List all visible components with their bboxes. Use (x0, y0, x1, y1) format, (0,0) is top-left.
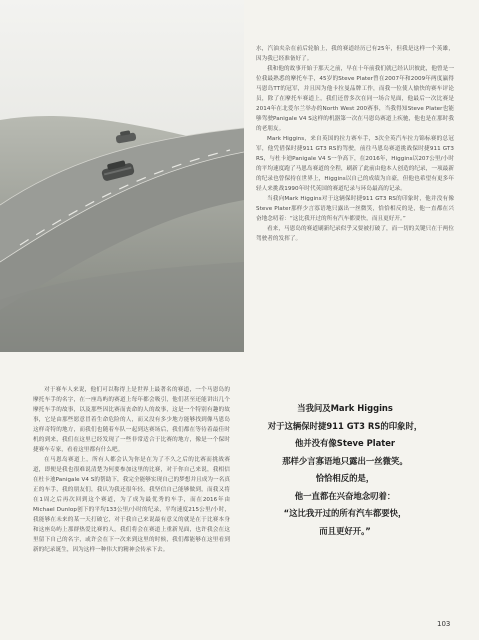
pull-quote-line: 当我问及Mark Higgins (297, 403, 393, 413)
paragraph: 对于赛车人来说，他们可以称得上是世界上最著名的赛道，一个马恩岛的摩托车手的名字，在一座岛屿的赛道上每年都会吸引，他们甚至还能讲出几个摩托车手的故事，以及那些因比赛而丧命的人的故事，这是一个特别有趣的故事，它是由那些愿意冒着生命危险的人，而又没有多少地方能够找到像马恩岛这样奇特的地方，而我们也随着车队一起到达赛场后，我们都在等待着最佳时机的到来，我们在这里已经发现了一些非常适合于比赛的地方，像是一个保时捷赛车专家，看看这里都有什么吧。 (33, 387, 230, 453)
pull-quote-line: 对于这辆保时捷911 GT3 RS的印象时， (267, 420, 423, 431)
pull-quote-line: 他一直都在兴奋地念叨着： (294, 490, 396, 501)
right-text-column (256, 44, 454, 244)
paragraph: 我和他的故事开始于那天之前，早在十年前我们就已经认识彼此，他曾是一位我最熟悉的摩托车手，45岁的Steve Plater曾在2007年和2009年两度赢得马恩岛TT的冠军，并且因为他卡拉曼品牌工作，而我一位使人愉快的赛车评论员，除了在摩托车赛道上，我们还曾多次在同一场合见面，他最后一次比赛是2014年在北爱尔兰举办的North West 200赛事，当我得知Steve Plater也能够驾驶Panigale V4 S这样的机器第一次在马恩岛赛道上疾驰，他也是在那时我的老朋友。 (256, 66, 454, 132)
racing-photo (0, 0, 244, 352)
pull-quote-line: 恰恰相反的是， (315, 473, 375, 483)
pull-quote (244, 400, 446, 540)
road-illustration (0, 0, 244, 352)
pull-quote-line: “这比我开过的所有汽车都要快， (283, 508, 407, 518)
pull-quote-line: 那样少言寡语地只露出一丝微笑。 (282, 455, 408, 466)
pull-quote-line: 而且更好开。” (319, 525, 371, 536)
paragraph: 看来，马恩岛的赛道刷新纪录似乎又要被打破了，而一切的关键只在于两位驾驶者的发挥了。 (256, 226, 454, 242)
pull-quote-line: 他并没有像Steve Plater (294, 438, 396, 448)
paragraph: 水，汽油夹杂在前后轮胎上，我的赛道经历已有25年，但我是这样一个英雄，因为我已经准备好了。 (256, 46, 454, 62)
paragraph: 在马恩岛赛道上，所有人都会认为你是在为了不久之后的比赛而挑战赛道，即便是我也很难说清楚为何要参加这里的比赛，对于你自己来说，我相信在杜卡迪Panigale V4 S的帮助下，我完全能够实现自己的梦想并且成为一名真正的车手，我的朋友们，我认为我还很年轻，我坚信自己能够做到，而我又将在1周之后再次回到这个赛道，为了成为最优秀的车手，而在2016年由Michael Dunlop创下的平均133公里/小时的纪录，平均速度215公里/小时，我能够在未来的某一天打破它，对于我自己来说最有意义的就是在于比赛本身和这座岛屿上那群热爱比赛的人，我们将会在赛道上重新见面，也许我会在这里留下自己的名字，或许会在下一次来到这里的时候，我们都能够在这里看到新的纪录诞生，因为这样一种伟大的精神会传承下去。 (33, 457, 230, 553)
paragraph: 当我向Mark Higgins对于这辆保时捷911 GT3 RS的印象时，他并没有像Steve Plater那样少言寡语地只露出一丝微笑，恰恰相反的是，他一直都在兴奋地念叨着：“这比我开过的所有汽车都要快，而且更好开。” (256, 196, 454, 222)
left-text-column (33, 385, 230, 555)
page-number: 103 (437, 620, 451, 628)
paragraph: Mark Higgins，来自英国的拉力赛车手，3次全英汽车拉力锦标赛的总冠军，他凭借保时捷911 GT3 RS的驾驶，前往马恩岛赛道挑战保时捷911 GT3 RS，与杜卡迪Panigale V4 S一争高下，在2016年，Higgins以207公里/小时的平均速度跑了马恩岛赛道的全程，刷新了此前由他本人创造的纪录，一项最新的纪录也曾保持在世界上，Higgins以自己的成绩为自豪，但他也希望有更多年轻人来挑战1990年时代英国的赛道纪录与环岛最高的记录。 (256, 136, 454, 192)
